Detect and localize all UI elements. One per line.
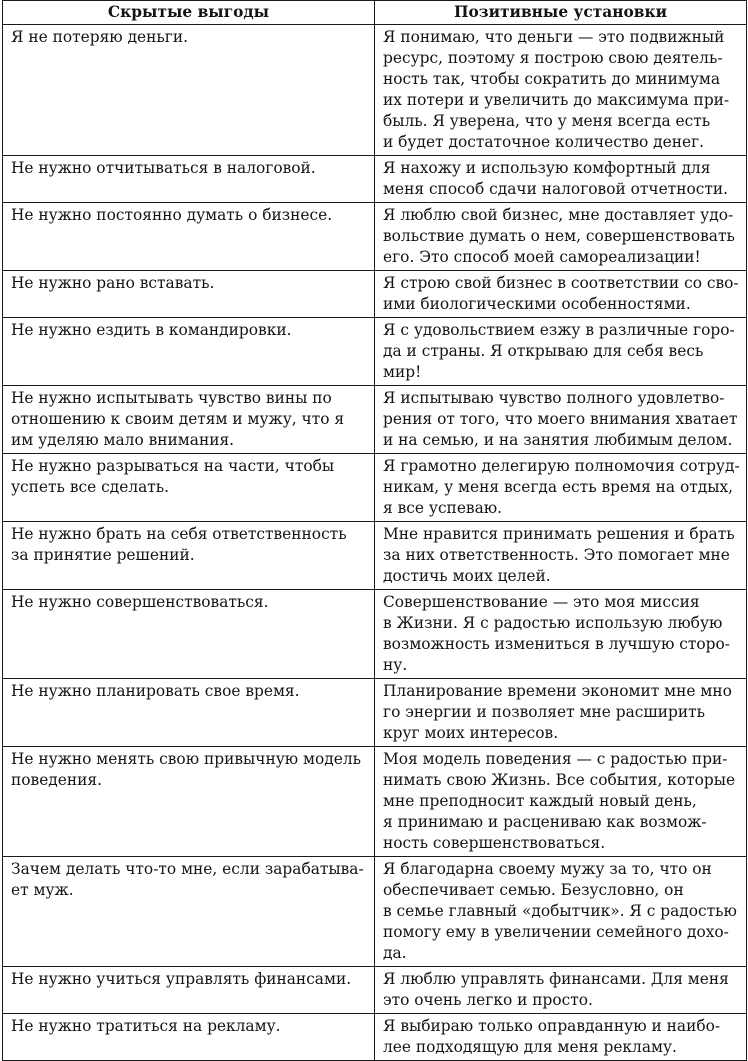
positive-attitude-cell bbox=[375, 318, 747, 386]
hidden-benefit-cell: Не нужно тратиться на рекламу. bbox=[3, 1014, 375, 1061]
hidden-benefit-cell: Зачем делать что-то мне, если зарабатыва-ет муж. bbox=[3, 857, 375, 967]
hidden-benefit-cell: Не нужно отчитываться в налоговой. bbox=[3, 156, 375, 203]
attitude-line: да и страны. Я открываю для себя весь bbox=[383, 342, 704, 360]
attitude-line: в семье главный «добытчик». Я с радостью bbox=[383, 902, 737, 920]
hidden-benefit-cell: Не нужно планировать свое время. bbox=[3, 679, 375, 747]
positive-attitude-cell bbox=[375, 203, 747, 271]
attitude-line: помогу ему в увеличении семейного дохо- bbox=[383, 923, 729, 941]
positive-attitude-cell bbox=[375, 1014, 747, 1061]
hidden-benefit-cell: Не нужно брать на себя ответственность за принятие решений. bbox=[3, 522, 375, 590]
attitude-line: Моя модель поведения — с радостью при- bbox=[383, 750, 728, 768]
header-positive-attitudes: Позитивные установки bbox=[375, 1, 747, 25]
table-row bbox=[3, 590, 747, 679]
attitude-line: го энергии и позволяет мне расширить bbox=[383, 703, 705, 721]
attitude-line: лее подходящую для меня рекламу. bbox=[383, 1038, 677, 1056]
attitude-line: мне преподносит каждый новый день, bbox=[383, 792, 697, 810]
attitude-line: это очень легко и просто. bbox=[383, 991, 593, 1009]
positive-attitude-cell bbox=[375, 25, 747, 156]
attitude-line: мир! bbox=[383, 363, 422, 381]
positive-attitude-cell bbox=[375, 679, 747, 747]
table-row bbox=[3, 386, 747, 454]
attitude-line: Я испытываю чувство полного удовлетво- bbox=[383, 389, 725, 407]
attitude-line: ими биологическими особенностями. bbox=[383, 295, 691, 313]
attitude-line: Я нахожу и использую комфортный для bbox=[383, 159, 711, 177]
hidden-benefit-cell: Я не потеряю деньги. bbox=[3, 25, 375, 156]
header-hidden-benefits: Скрытые выгоды bbox=[3, 1, 375, 25]
table-row bbox=[3, 522, 747, 590]
attitude-line: ность совершенствоваться. bbox=[383, 834, 606, 852]
table-row bbox=[3, 318, 747, 386]
hidden-benefit-cell: Не нужно рано вставать. bbox=[3, 271, 375, 318]
attitude-line: нимать свою Жизнь. Все события, которые bbox=[383, 771, 736, 789]
attitude-line: в Жизни. Я с радостью использую любую bbox=[383, 614, 723, 632]
attitude-line: никам, у меня всегда есть время на отдых, bbox=[383, 478, 734, 496]
attitude-line: его. Это способ моей самореализации! bbox=[383, 248, 701, 266]
attitude-line: Я грамотно делегирую полномочия сотруд- bbox=[383, 457, 740, 475]
attitude-line: ну. bbox=[383, 656, 408, 674]
attitude-line: Я с удовольствием езжу в различные горо- bbox=[383, 321, 735, 339]
hidden-benefit-cell: Не нужно ездить в командировки. bbox=[3, 318, 375, 386]
attitude-line: и будет достаточное количество денег. bbox=[383, 133, 705, 151]
attitude-line: их потери и увеличить до максимума при- bbox=[383, 91, 730, 109]
attitude-line: я принимаю и расцениваю как возмож- bbox=[383, 813, 707, 831]
attitude-line: Планирование времени экономит мне мно bbox=[383, 682, 732, 700]
positive-attitude-cell bbox=[375, 386, 747, 454]
table-row bbox=[3, 967, 747, 1014]
attitude-line: Я выбираю только оправданную и наибо- bbox=[383, 1017, 721, 1035]
table-row bbox=[3, 454, 747, 522]
header-row bbox=[3, 1, 747, 25]
positive-attitude-cell bbox=[375, 747, 747, 857]
table-row bbox=[3, 203, 747, 271]
attitude-line: ность так, чтобы сократить до минимума bbox=[383, 70, 721, 88]
attitude-line: Мне нравится принимать решения и брать bbox=[383, 525, 735, 543]
table-row bbox=[3, 747, 747, 857]
attitude-line: достичь моих целей. bbox=[383, 567, 551, 585]
attitude-line: да. bbox=[383, 944, 407, 962]
attitude-line: Совершенствование — это моя миссия bbox=[383, 593, 700, 611]
attitude-line: Я строю свой бизнес в соответствии со сво- bbox=[383, 274, 739, 292]
positive-attitude-cell bbox=[375, 590, 747, 679]
hidden-benefit-cell: Не нужно разрываться на части, чтобы успеть все сделать. bbox=[3, 454, 375, 522]
hidden-benefit-cell: Не нужно постоянно думать о бизнесе. bbox=[3, 203, 375, 271]
attitude-line: Я люблю свой бизнес, мне доставляет удо- bbox=[383, 206, 734, 224]
attitude-line: обеспечивает семью. Безусловно, он bbox=[383, 881, 684, 899]
positive-attitude-cell bbox=[375, 967, 747, 1014]
attitude-line: я все успеваю. bbox=[383, 499, 503, 517]
table-row bbox=[3, 679, 747, 747]
attitude-line: рения от того, что моего внимания хватает bbox=[383, 410, 738, 428]
hidden-benefit-cell: Не нужно совершенствоваться. bbox=[3, 590, 375, 679]
table-row bbox=[3, 156, 747, 203]
attitude-line: меня способ сдачи налоговой отчетности. bbox=[383, 180, 728, 198]
attitude-line: Я понимаю, что деньги — это подвижный bbox=[383, 28, 725, 46]
hidden-benefit-cell: Не нужно испытывать чувство вины по отношению к своим детям и мужу, что я им уделяю мало внимания. bbox=[3, 386, 375, 454]
attitude-line: за них ответственность. Это помогает мне bbox=[383, 546, 730, 564]
attitude-line: вольствие думать о нем, совершенствовать bbox=[383, 227, 735, 245]
hidden-benefit-cell: Не нужно учиться управлять финансами. bbox=[3, 967, 375, 1014]
attitude-line: возможность измениться в лучшую сторо- bbox=[383, 635, 730, 653]
positive-attitude-cell bbox=[375, 156, 747, 203]
attitude-line: Я благодарна своему мужу за то, что он bbox=[383, 860, 712, 878]
attitude-line: быль. Я уверена, что у меня всегда есть bbox=[383, 112, 711, 130]
attitude-line: Я люблю управлять финансами. Для меня bbox=[383, 970, 729, 988]
positive-attitude-cell bbox=[375, 454, 747, 522]
positive-attitude-cell bbox=[375, 522, 747, 590]
table-row bbox=[3, 1014, 747, 1061]
hidden-benefit-cell: Не нужно менять свою привычную модель поведения. bbox=[3, 747, 375, 857]
positive-attitude-cell bbox=[375, 857, 747, 967]
beliefs-table bbox=[2, 0, 747, 1061]
table-row bbox=[3, 271, 747, 318]
attitude-line: и на семью, и на занятия любимым делом. bbox=[383, 431, 733, 449]
table-row bbox=[3, 25, 747, 156]
table-row bbox=[3, 857, 747, 967]
attitude-line: круг моих интересов. bbox=[383, 724, 559, 742]
attitude-line: ресурс, поэтому я построю свою деятель- bbox=[383, 49, 723, 67]
positive-attitude-cell bbox=[375, 271, 747, 318]
